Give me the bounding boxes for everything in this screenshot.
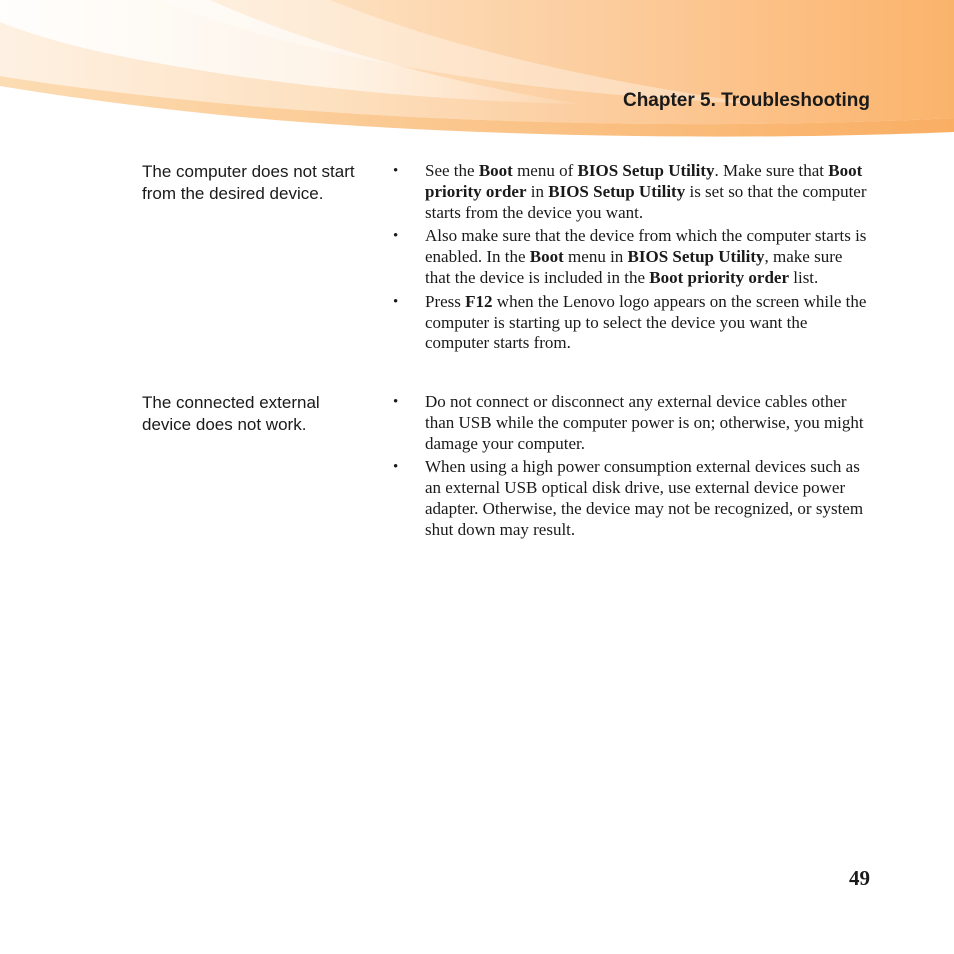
solution-text: is set so that the computer starts from the device you want.	[425, 181, 867, 222]
solution-text: When using a high power consumption external devices such as an external USB optical disk drive, use external device power adapter. Otherwise, the device may not be recognized, or system shut down may result.	[425, 457, 864, 539]
solution-text: , make sure that the device is included in the	[425, 247, 843, 287]
emphasized-term: Boot	[478, 161, 513, 180]
solution-text: See the	[425, 161, 479, 180]
problem-description: The computer does not start from the desired device.	[142, 162, 355, 203]
solution-text: Do not connect or disconnect any external device cables other than USB while the computer power is on; otherwise, you might damage your computer.	[425, 392, 864, 453]
solution-item	[393, 226, 868, 288]
solution-item	[393, 392, 868, 454]
solution-item	[393, 457, 868, 540]
emphasized-term: BIOS Setup Utility	[627, 247, 765, 267]
page-number: 49	[849, 866, 870, 890]
emphasized-term: Boot	[529, 247, 564, 267]
bullet-icon: •	[393, 459, 399, 476]
bullet-icon: •	[393, 228, 399, 245]
bullet-icon: •	[393, 293, 399, 310]
emphasized-term: BIOS Setup Utility	[548, 181, 686, 201]
bullet-icon: •	[393, 163, 399, 179]
solution-item	[393, 161, 868, 223]
emphasized-term: Boot priority order	[649, 267, 789, 287]
emphasized-term: BIOS Setup Utility	[577, 161, 715, 180]
solution-item	[393, 292, 868, 354]
solution-text: Press	[425, 291, 466, 311]
solution-text: Also make sure that the device from which the computer starts is enabled. In the	[425, 226, 867, 267]
solution-text: menu in	[563, 247, 628, 267]
solution-text: menu of	[512, 161, 578, 180]
solution-text: when the Lenovo logo appears on the screen while the computer is starting up to select the device you want the computer starts from.	[425, 291, 867, 353]
solution-text: in	[526, 181, 549, 201]
header-decorative-band	[0, 0, 954, 140]
solution-list	[393, 161, 868, 357]
emphasized-term: F12	[465, 291, 493, 311]
solution-list	[393, 392, 868, 544]
solution-text: list.	[789, 267, 819, 287]
emphasized-term: Boot priority order	[425, 161, 863, 201]
chapter-title: Chapter 5. Troubleshooting	[622, 90, 870, 111]
bullet-icon: •	[393, 394, 399, 410]
problem-description: The connected external device does not work.	[142, 393, 320, 434]
solution-text: . Make sure that	[714, 161, 829, 180]
